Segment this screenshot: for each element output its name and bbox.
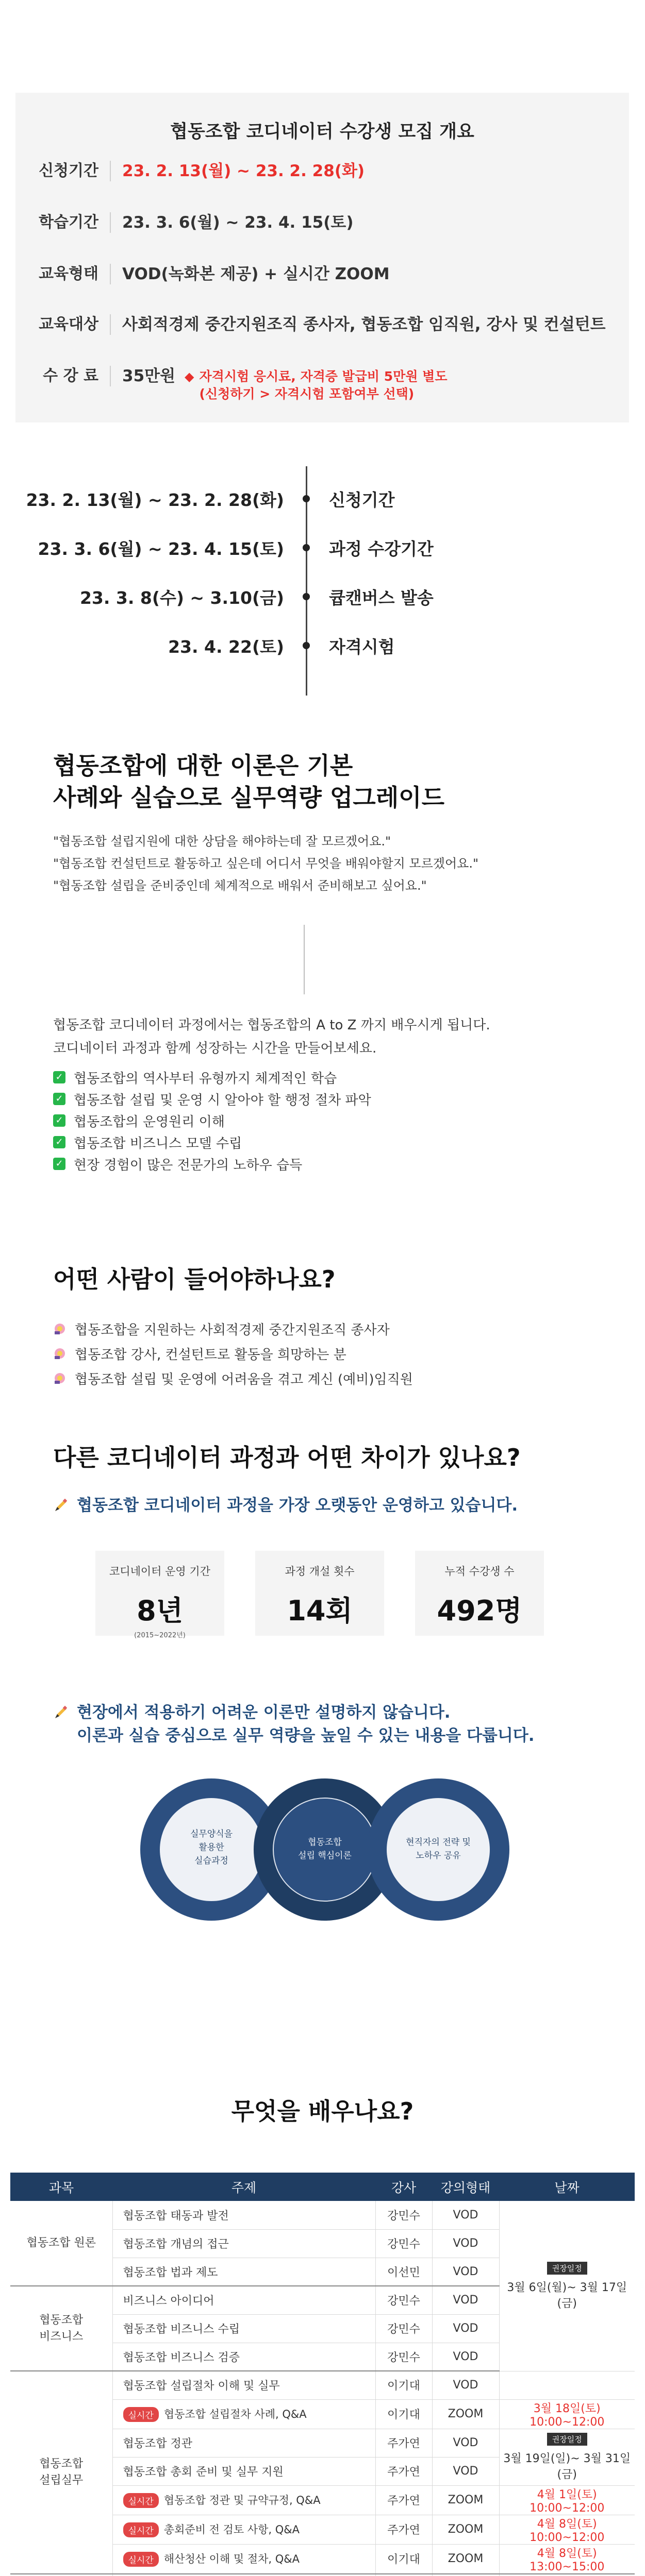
category-cell [10,2574,112,2576]
timeline-date: 23. 2. 13(월) ~ 23. 2. 28(화) [26,490,284,510]
timeline-date: 23. 3. 6(월) ~ 23. 4. 15(토) [38,539,284,559]
overview-value: 23. 2. 13(월) ~ 23. 2. 28(화) [122,162,365,180]
who-text: 협동조합을 지원하는 사회적경제 중간지원조직 종사자 [75,1322,390,1338]
stat-note: (2015~2022년) [134,1632,186,1639]
theory-heading-line: 사례와 실습으로 실무역량 업그레이드 [53,784,445,811]
check-text: 협동조합의 운영원리 이해 [74,1114,225,1130]
overview-value: 23. 3. 6(월) ~ 23. 4. 15(토) [122,213,354,232]
stat-label: 누적 수강생 수 [444,1565,515,1578]
format-cell [432,2574,499,2576]
topic-cell: 협동조합 태동과 발전 [112,2201,375,2229]
stat-label: 코디네이터 운영 기간 [109,1565,210,1578]
checkmark-icon: ✓ [53,1071,65,1083]
format-cell: VOD [432,2258,499,2286]
live-badge: 실시간 [123,2552,159,2567]
overview-value: 사회적경제 중간지원조직 종사자, 협동조합 임직원, 강사 및 컨설턴트 [122,315,606,334]
diff-subheading-2 [53,1701,535,1748]
date-cell: 4월 8일(토) 10:00~12:00 [499,2515,635,2544]
format-cell: VOD [432,2457,499,2485]
who-text: 협동조합 강사, 컨설턴트로 활동을 희망하는 분 [75,1347,346,1363]
topic-cell [112,2544,375,2574]
category-cell [10,2286,112,2371]
table-row [10,2371,635,2399]
check-text: 협동조합 설립 및 운영 시 알아야 할 행정 절차 파악 [74,1092,371,1108]
timeline-date: 23. 4. 22(토) [168,637,284,657]
header-topic: 주제 [112,2173,375,2201]
period-date: 3월 6일(월)~ 3월 17일(금) [507,2281,627,2310]
check-item [53,1153,371,1175]
stat-value: 8년 [137,1595,183,1627]
course-intro [53,1014,490,1060]
fee-note [185,368,447,403]
format-cell: VOD [432,2229,499,2258]
timeline-event: 신청기간 [329,490,395,510]
stat-card-students [415,1551,544,1636]
checkmark-icon: ✓ [53,1114,65,1127]
timeline-date: 23. 3. 8(수) ~ 3.10(금) [79,588,284,608]
instructor-cell: 강민수 [375,2286,432,2314]
format-cell: VOD [432,2201,499,2229]
flower-icon [53,1371,67,1385]
overview-label: 교육대상 [15,314,111,335]
overview-label: 학습기간 [15,212,111,233]
instructor-cell: 강민수 [375,2343,432,2371]
format-cell: ZOOM [432,2399,499,2429]
timeline-dot [303,544,310,551]
header-date: 날짜 [499,2173,635,2201]
topic-text: 해산청산 이해 및 절차, Q&A [163,2552,300,2565]
overview-value: 35만원 [122,367,176,385]
instructor-cell: 강민수 [375,2314,432,2343]
instructor-cell: 이선민 [375,2258,432,2286]
diff-subheading [53,1494,518,1517]
theory-heading [53,750,444,814]
diff-heading: 다른 코디네이터 과정과 어떤 차이가 있나요? [53,1444,521,1471]
period-cell [499,2429,635,2485]
instructor-cell: 강민수 [375,2201,432,2229]
circle-text: 현직자의 전략 및 [406,1837,471,1848]
timeline-event: 큡캔버스 발송 [329,588,434,608]
stat-value: 492명 [437,1595,522,1627]
topic-cell [112,2515,375,2544]
intro-line: 협동조합 코디네이터 과정에서는 협동조합의 A to Z 까지 배우시게 됩니다. [53,1018,490,1033]
flower-icon [53,1347,67,1360]
stat-value: 14회 [287,1595,353,1627]
checkmark-icon: ✓ [53,1093,65,1105]
header-instructor: 강사 [375,2173,432,2201]
date-cell: 4월 1일(토) 10:00~12:00 [499,2485,635,2515]
check-text: 협동조합 비즈니스 모델 수립 [74,1136,242,1151]
live-badge: 실시간 [123,2522,159,2537]
format-cell: VOD [432,2314,499,2343]
check-item [53,1131,371,1153]
period-badge: 권장일정 [547,2433,587,2446]
circle-text: 설립 핵심이론 [298,1851,352,1861]
stat-card-years [95,1551,224,1639]
overview-row-target [15,314,629,335]
quote-text: "협동조합 설립지원에 대한 상담을 해야하는데 잘 모르겠어요." [53,834,391,849]
bullet-icon: ◆ [185,369,194,384]
section-divider [304,925,305,994]
period-cell [499,2574,635,2576]
circle-text: 실습과정 [194,1856,228,1866]
intro-line: 코디네이터 과정과 함께 성장하는 시간을 만들어보세요. [53,1041,377,1056]
circle-text: 실무양식을 [190,1829,233,1839]
format-cell: VOD [432,2371,499,2399]
period-date: 3월 19일(일)~ 3월 31일(금) [503,2452,631,2481]
category-line: 협동조합 [39,2313,84,2327]
pencil-icon [53,1498,69,1513]
topic-cell [112,2485,375,2515]
date-cell: 3월 18일(토) 10:00~12:00 [499,2399,635,2429]
instructor-cell: 강민수 [375,2229,432,2258]
instructor-cell: 주가연 [375,2485,432,2515]
stat-label: 과정 개설 횟수 [285,1565,355,1578]
instructor-cell: 주가연 [375,2457,432,2485]
timeline-event: 과정 수강기간 [329,539,434,559]
who-item [53,1316,413,1341]
check-item [53,1088,371,1110]
date-cell [499,2371,635,2399]
overview-title: 협동조합 코디네이터 수강생 모집 개요 [170,122,474,142]
who-list [53,1316,413,1391]
who-text: 협동조합 설립 및 운영에 어려움을 겪고 계신 (예비)임직원 [75,1371,413,1387]
who-item [53,1341,413,1366]
format-cell: VOD [432,2429,499,2457]
topic-text: 협동조합 정관 및 규약규정, Q&A [163,2494,321,2506]
pencil-icon [53,1705,69,1720]
curriculum-table [10,2173,635,2576]
check-text: 협동조합의 역사부터 유형까지 체계적인 학습 [74,1071,337,1087]
overview-label: 수 강 료 [15,366,111,386]
category-cell [10,2371,112,2574]
timeline-dot [303,593,310,600]
format-cell: ZOOM [432,2485,499,2515]
check-item [53,1110,371,1131]
overview-value: VOD(녹화본 제공) + 실시간 ZOOM [122,265,390,283]
recruitment-overview-box [15,93,629,422]
quote-text: "협동조합 설립을 준비중인데 체계적으로 배워서 준비해보고 싶어요." [53,878,427,893]
check-text: 현장 경험이 많은 전문가의 노하우 습득 [74,1157,303,1173]
topic-cell [112,2574,375,2576]
overview-row-study-period [15,212,629,233]
period-cell [499,2201,635,2371]
topic-cell: 협동조합 설립절차 이해 및 실무 [112,2371,375,2399]
fee-note-line: (신청하기 > 자격시험 포함여부 선택) [199,386,415,401]
format-cell: ZOOM [432,2515,499,2544]
instructor-cell: 이기대 [375,2399,432,2429]
overview-row-format [15,264,629,284]
instructor-cell: 주가연 [375,2429,432,2457]
feature-circles [134,1775,516,1924]
format-cell: VOD [432,2286,499,2314]
topic-cell: 협동조합 개념의 접근 [112,2229,375,2258]
overview-row-apply-period [15,161,629,181]
checkmark-icon: ✓ [53,1158,65,1170]
table-header-row [10,2173,635,2201]
fee-note-line: 자격시험 응시료, 자격증 발급비 5만원 별도 [199,369,448,384]
diff-sub-text: 이론과 실습 중심으로 실무 역량을 높일 수 있는 내용을 다룹니다. [77,1726,535,1745]
format-cell: VOD [432,2343,499,2371]
check-item [53,1066,371,1088]
topic-cell: 협동조합 정관 [112,2429,375,2457]
learn-heading: 무엇을 배우나요? [231,2097,414,2125]
benefit-checklist [53,1066,371,1175]
quote-text: "협동조합 컨설턴트로 활동하고 싶은데 어디서 무엇을 배워야할지 모르겠어요." [53,856,478,871]
instructor-cell: 주가연 [375,2515,432,2544]
diff-sub-text: 협동조합 코디네이터 과정을 가장 오랫동안 운영하고 있습니다. [77,1496,518,1515]
header-format: 강의형태 [432,2173,499,2201]
topic-cell: 협동조합 총회 준비 및 실무 지원 [112,2457,375,2485]
flower-icon [53,1322,67,1335]
live-badge: 실시간 [123,2493,159,2508]
topic-cell: 협동조합 법과 제도 [112,2258,375,2286]
topic-text: 협동조합 설립절차 사례, Q&A [163,2408,307,2420]
live-badge: 실시간 [123,2407,159,2422]
overview-label: 교육형태 [15,264,111,284]
topic-cell [112,2399,375,2429]
circle-text: 활용한 [199,1842,224,1853]
timeline-event: 자격시험 [329,637,395,657]
category-line: 협동조합 [39,2457,84,2470]
stat-card-sessions [255,1551,384,1636]
who-heading: 어떤 사람이 들어야하나요? [53,1265,336,1293]
theory-heading-line: 협동조합에 대한 이론은 기본 [53,752,353,779]
who-item [53,1366,413,1391]
instructor-cell: 이기대 [375,2371,432,2399]
quote-list [53,831,478,897]
header-subject: 과목 [10,2173,112,2201]
table-row [10,2201,635,2229]
topic-cell: 협동조합 비즈니스 검증 [112,2343,375,2371]
date-cell: 4월 8일(토) 13:00~15:00 [499,2544,635,2574]
timeline-dot [303,642,310,649]
diff-sub-text: 현장에서 적용하기 어려운 이론만 설명하지 않습니다. [77,1703,451,1722]
instructor-cell [375,2574,432,2576]
topic-cell: 협동조합 비즈니스 수립 [112,2314,375,2343]
timeline-dot [303,495,310,502]
category-line: 비즈니스 [39,2330,84,2343]
table-row [10,2574,635,2576]
period-badge: 권장일정 [547,2262,587,2275]
circle-text: 노하우 공유 [416,1851,461,1861]
overview-row-fee [15,366,629,403]
overview-label: 신청기간 [15,161,111,181]
circle-text: 협동조합 [308,1837,342,1848]
topic-text: 총회준비 전 검토 사항, Q&A [163,2523,300,2536]
category-cell: 협동조합 원론 [10,2201,112,2286]
format-cell: ZOOM [432,2544,499,2574]
checkmark-icon: ✓ [53,1136,65,1148]
instructor-cell: 이기대 [375,2544,432,2574]
category-line: 설립실무 [39,2473,84,2487]
feature-circle-knowhow [367,1778,509,1921]
topic-cell: 비즈니스 아이디어 [112,2286,375,2314]
